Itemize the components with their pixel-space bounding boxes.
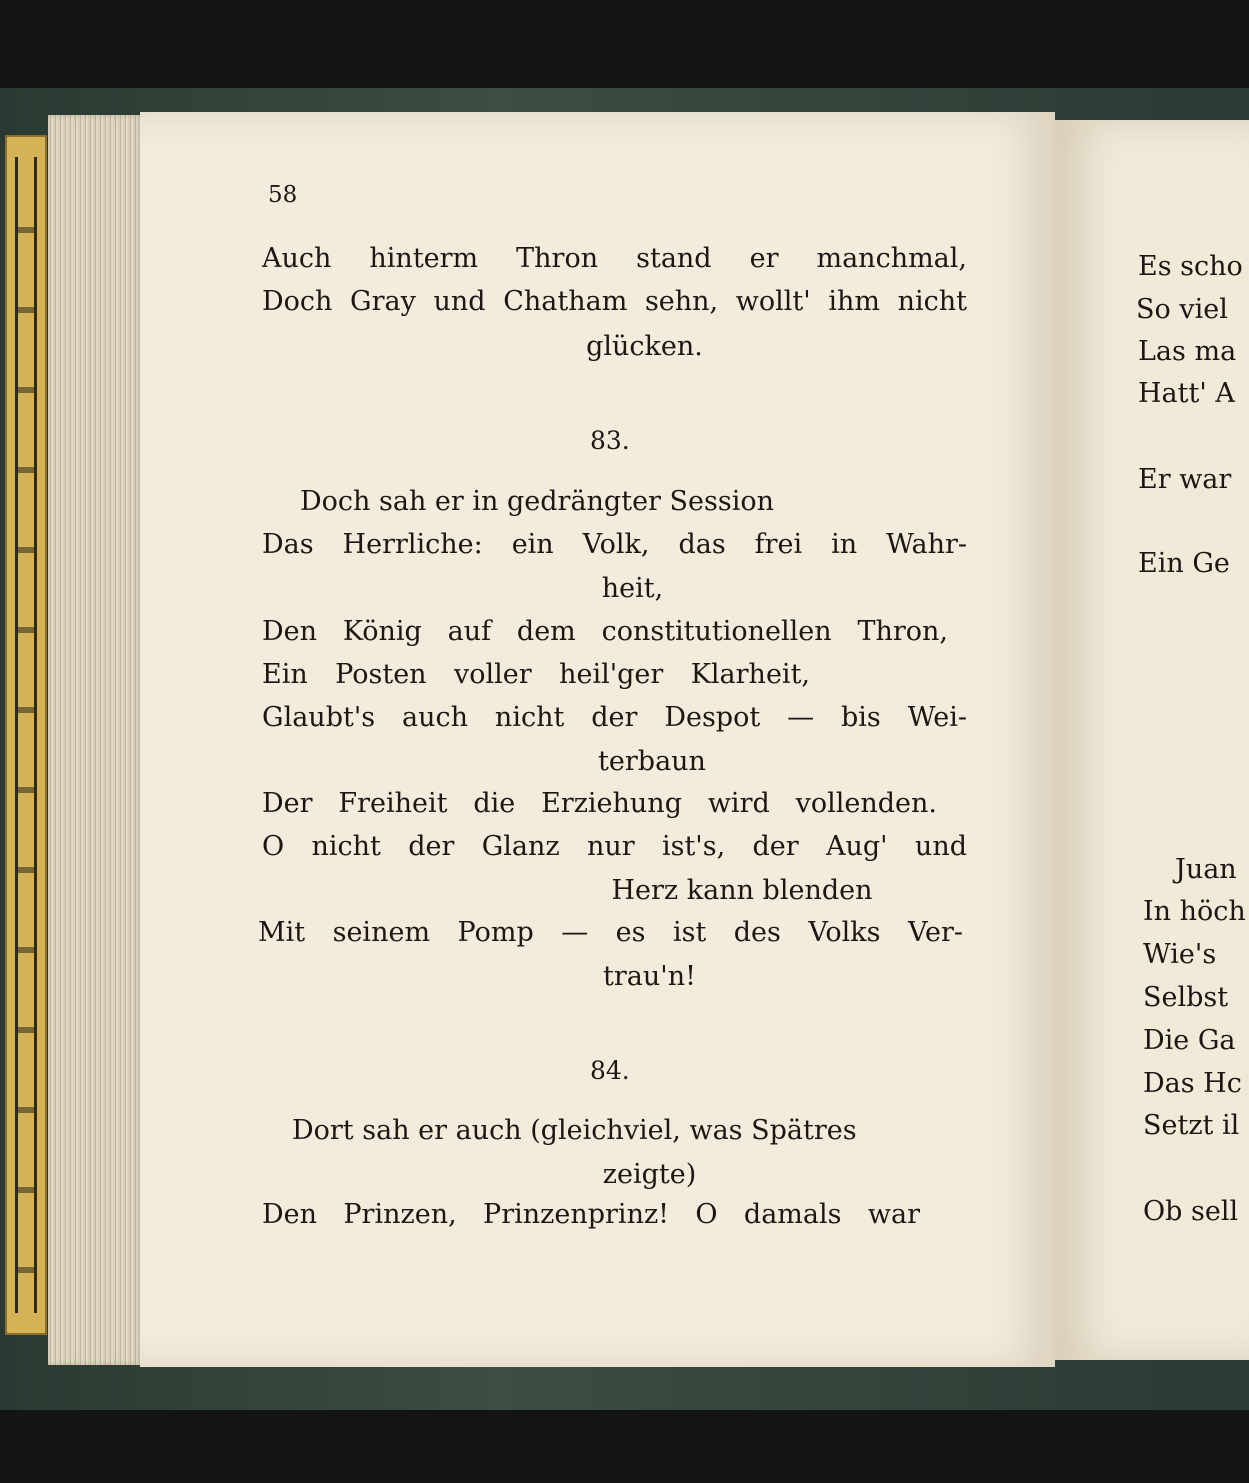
poem-line: Das Herrliche: ein Volk, das frei in Wahr- (262, 529, 967, 560)
book-spine (5, 135, 47, 1335)
poem-line: Den Prinzen, Prinzenprinz! O damals war (262, 1199, 920, 1230)
poem-line-continuation: Herz kann blenden (611, 875, 873, 906)
right-page-line: Hatt' A (1138, 378, 1235, 409)
poem-line-continuation: trau'n! (603, 961, 696, 992)
stanza-number: 83. (590, 426, 630, 455)
poem-line: Ein Posten voller heil'ger Klarheit, (262, 659, 810, 690)
stanza-number: 84. (590, 1056, 630, 1085)
right-page-line: Er war (1138, 464, 1232, 495)
poem-line-continuation: glücken. (586, 331, 703, 362)
right-page-line: Juan (1175, 854, 1237, 885)
poem-line-continuation: zeigte) (602, 1159, 697, 1190)
poem-line: Auch hinterm Thron stand er manchmal, (262, 243, 967, 274)
right-page-line: Es scho (1138, 251, 1243, 282)
poem-line: Den König auf dem constitutionellen Thron, (262, 616, 948, 647)
right-page-line: In höch (1143, 896, 1246, 927)
right-page-line: Setzt il (1143, 1110, 1240, 1141)
poem-line: Dort sah er auch (gleichviel, was Spätres (292, 1115, 857, 1146)
poem-line: O nicht der Glanz nur ist's, der Aug' und (262, 831, 967, 862)
right-page-line: Das Hc (1143, 1068, 1242, 1099)
right-page-line: Wie's (1143, 939, 1217, 970)
poem-line-continuation: heit, (601, 573, 664, 604)
right-page-line: Selbst (1143, 982, 1229, 1013)
poem-line: Glaubt's auch nicht der Despot — bis Wei- (262, 702, 967, 733)
page-number: 58 (268, 182, 298, 208)
poem-line: Doch sah er in gedrängter Session (300, 486, 775, 517)
poem-line: Doch Gray und Chatham sehn, wollt' ihm nicht (262, 286, 967, 317)
right-page-line: Ein Ge (1138, 548, 1230, 579)
spine-ornament-icon (15, 157, 37, 1313)
right-page-line: Las ma (1138, 336, 1237, 367)
poem-line: Mit seinem Pomp — es ist des Volks Ver- (258, 917, 963, 948)
right-page-line: Die Ga (1143, 1025, 1236, 1056)
poem-line: Der Freiheit die Erziehung wird vollenden. (262, 788, 937, 819)
right-page-line: Ob sell (1143, 1196, 1239, 1227)
poem-line-continuation: terbaun (598, 746, 706, 777)
right-page-line: So viel (1136, 294, 1228, 325)
